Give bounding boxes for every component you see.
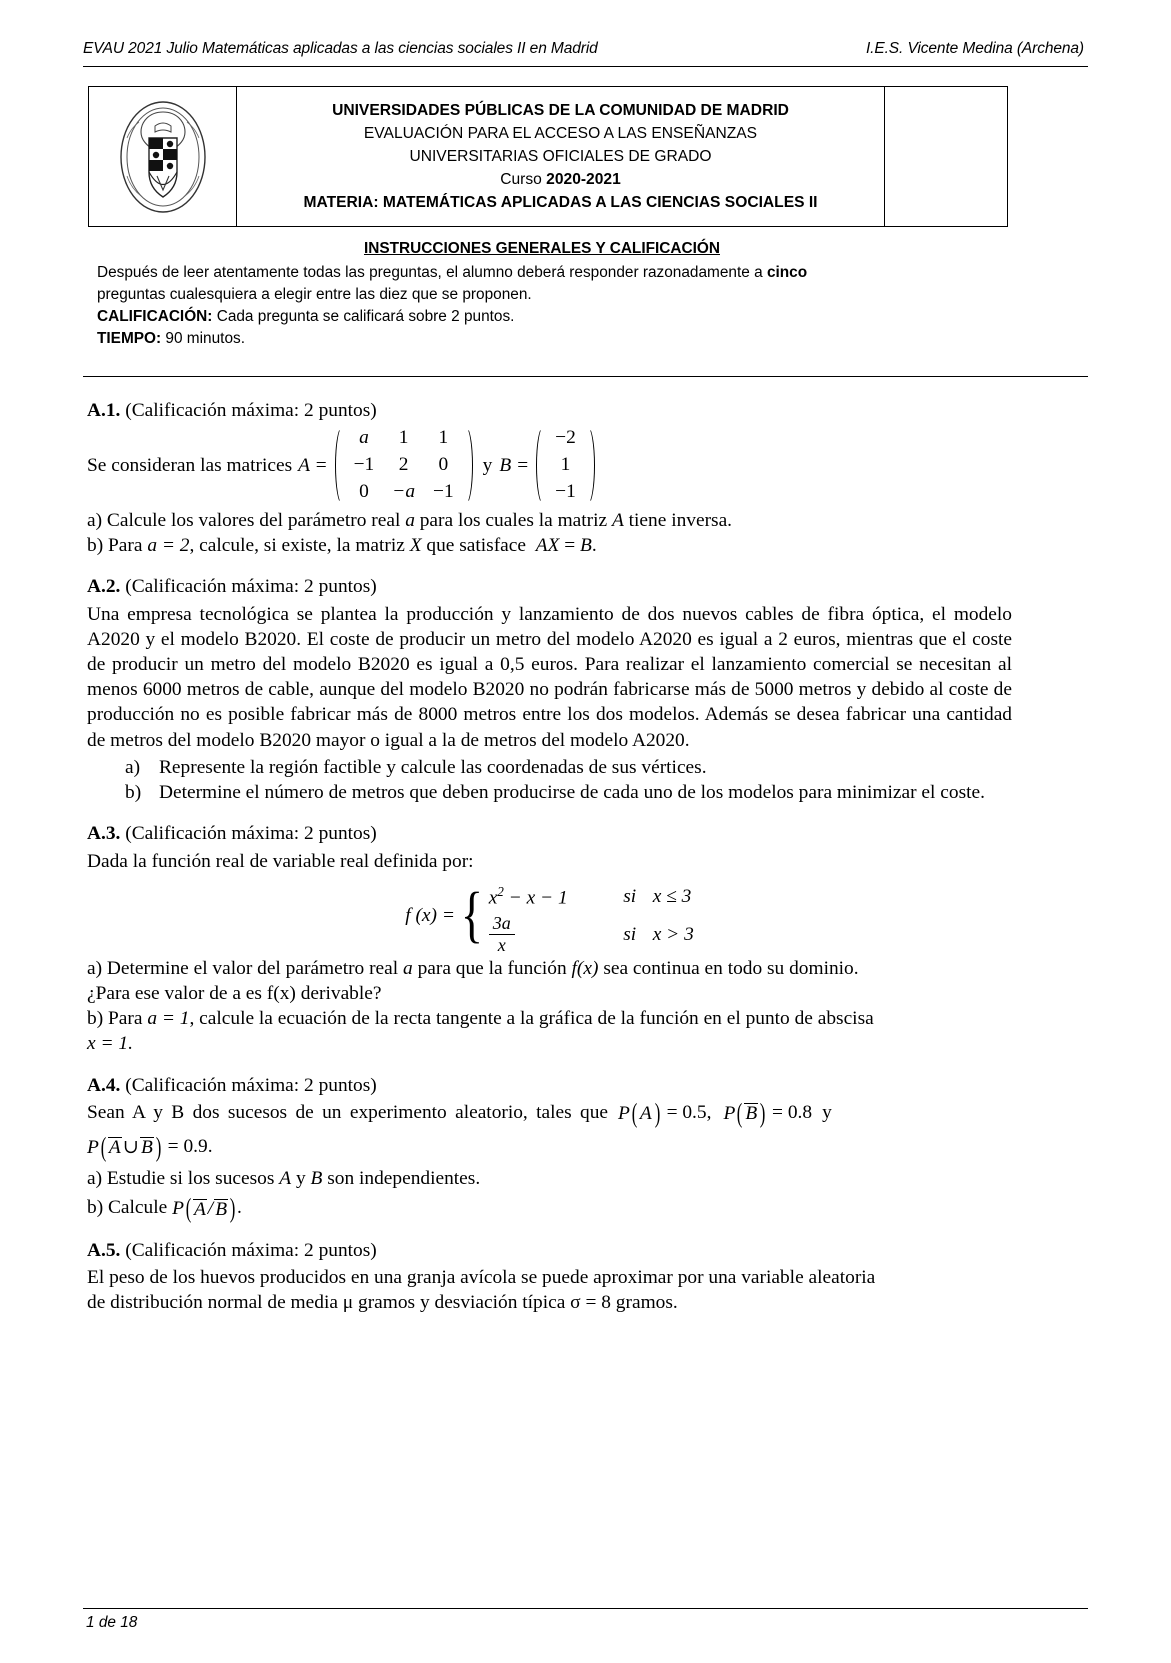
list-item [125,780,1012,805]
question-a4-id: A.4. [87,1074,121,1096]
a4-prob-a: P ( A ) = 0.5 [618,1097,707,1128]
a2-item-a-marker: a) [125,756,141,778]
calificacion-text: Cada pregunta se calificará sobre 2 puntos. [212,307,515,325]
paren-left [333,425,343,506]
a4-item-b-period: . [237,1197,242,1219]
question-a5-body-line2: de distribución normal de media μ gramos y desviación típica σ = 8 gramos. [87,1291,678,1313]
question-a4-points: (Calificación máxima: 2 puntos) [125,1074,377,1096]
question-a2-items [87,755,1012,805]
instructions-divider [83,376,1088,377]
a1-a-r0c2: 1 [438,427,449,449]
exam-box-blank-cell [885,87,1007,226]
a2-item-b-marker: b) [125,782,142,804]
a1-a-r2c1: −a [392,481,416,502]
a4-period: . [207,1135,213,1157]
exam-line-evaluacion: EVALUACIÓN PARA EL ACCESO A LAS ENSEÑANZAS [363,125,758,143]
spacer [87,1057,1012,1073]
a1-matrix-a [330,425,478,506]
table-row [546,425,585,452]
a3-branch2-si: si [623,924,637,946]
a1-a-r1c1: 2 [398,454,409,476]
a1-intro-text: Se consideran las matrices [87,454,293,476]
question-a3-intro: Dada la función real de variable real definida por: [87,850,474,872]
instructions-text-1: Después de leer atentamente todas las preguntas, el alumno deberá responder razonadamente a [97,263,767,281]
a1-a-r1c2: 0 [438,454,449,476]
page-number: 1 de 18 [86,1614,138,1631]
question-a2-points: (Calificación máxima: 2 puntos) [125,576,377,598]
tiempo-text: 90 minutos. [161,329,245,347]
question-a3-points: (Calificación máxima: 2 puntos) [125,823,377,845]
paren-left [534,425,544,506]
a3-branch2-expr [489,914,607,955]
question-a1-points: (Calificación máxima: 2 puntos) [125,400,377,421]
a1-a-r0c0: a [359,427,369,449]
a3-branches [489,878,694,954]
a4-prob-b: P ( B ) = 0.8 [723,1097,813,1128]
question-a4-item-a: a) Estudie si los sucesos A y B son independientes. [87,1168,481,1190]
a4-y: y [822,1102,832,1124]
a4-union-expr: P ( A ∪ B ) [87,1131,162,1162]
table-row [546,452,585,479]
exam-line-universitarias: UNIVERSITARIAS OFICIALES DE GRADO [409,148,712,166]
a3-piecewise-function [87,878,1012,954]
paren-right [465,425,475,506]
exam-line-materia: MATERIA: MATEMÁTICAS APLICADAS A LAS CIENCIAS SOCIALES II [303,193,818,211]
running-header-right: I.E.S. Vicente Medina (Archena) [865,40,1084,57]
table-row [345,425,463,452]
question-a2-body: Una empresa tecnológica se plantea la producción y lanzamiento de dos nuevos cables de fibra óptica, el modelo A2020 y el modelo B2020. El coste de producir un metro del modelo A2020 es igual a 2 euros, mientras que el coste de producir un metro del modelo B2020 es igual a 0,5 euros. Para realizar el lanzamiento comercial se necesitan al menos 6000 metros de cable, aunque del modelo B2020 no podrán fabricarse más de 5000 metros y debido al coste de producción no es posible fabricar más de 8000 metros entre los dos modelos. Además se desea fabricar una cantidad de metros del modelo B2020 mayor o igual a la de metros del modelo A2020. [87,603,1012,751]
question-a4 [87,1073,1012,1222]
a3-branch1-si: si [623,886,637,908]
question-a4-heading [87,1073,1012,1098]
a4-pa-expr: P ( A ) [618,1097,661,1128]
running-header [83,40,1088,58]
question-a5 [87,1238,1012,1316]
curso-value: 2020-2021 [546,170,621,188]
a1-a-r2c2: −1 [433,481,454,502]
question-a2 [87,574,1012,805]
a1-matrix-b [531,425,600,506]
question-a5-points: (Calificación máxima: 2 puntos) [125,1239,377,1261]
university-seal-icon [111,98,215,216]
instructions-paragraph-2: preguntas cualesquiera a elegir entre las diez que se proponen. [97,285,532,303]
a1-matrix-a-label: A = [298,454,328,476]
paren-right [587,425,597,506]
a1-matrix-a-table [345,425,463,506]
question-a3-item-b-line2: x = 1. [87,1033,133,1055]
question-a5-id: A.5. [87,1239,121,1261]
question-a1 [87,398,1012,558]
question-a2-heading [87,574,1012,599]
a3-branch2-cond: x > 3 [652,924,694,946]
a4-intro-text: Sean A y B dos sucesos de un experimento aleatorio, tales que [87,1102,609,1124]
a2-item-b-text: Determine el número de metros que deben producirse de cada uno de los modelos para minimizar el coste. [159,782,985,804]
a1-matrix-b-table [546,425,585,506]
question-a4-line-1 [87,1097,1012,1128]
instructions-calificacion [97,306,987,328]
question-a2-id: A.2. [87,576,121,598]
a3-fraction [489,914,515,955]
question-a3-item-b-line1: b) Para a = 1, calcule la ecuación de la recta tangente a la gráfica de la función en el punto de abscisa [87,1008,874,1030]
table-row [345,452,463,479]
footer-divider [83,1608,1088,1609]
spacer [87,558,1012,574]
question-a1-item-b: b) Para a = 2, calcule, si existe, la matriz X que satisface AX = B. [87,535,597,557]
instructions-block [97,238,987,349]
a1-matrix-b-label: B = [499,454,530,476]
table-row [546,479,585,506]
a4-pb-expr: P ( B ) [723,1097,766,1128]
question-a5-body-line1: El peso de los huevos producidos en una granja avícola se puede aproximar por una variable aleatoria [87,1266,876,1288]
a1-a-r1c0: −1 [353,454,375,476]
instructions-cinco: cinco [766,263,808,281]
a1-b-r1: 1 [560,454,571,476]
question-a1-matrices [87,425,1012,506]
running-header-left: EVAU 2021 Julio Matemáticas aplicadas a las ciencias sociales II en Madrid [83,40,598,57]
a3-branch1-cond: x ≤ 3 [652,886,692,908]
a3-frac-numerator: 3a [492,913,511,934]
a3-function-label: f (x) = [405,905,455,927]
spacer [87,805,1012,821]
official-exam-header-box [88,86,1008,227]
question-a4-line-2: P ( A ∪ B ) = 0.9. [87,1131,213,1162]
a3-frac-denominator: x [497,935,506,956]
instructions-paragraph [97,262,987,284]
question-a1-id: A.1. [87,400,121,421]
a1-a-r2c0: 0 [359,481,369,502]
a3-branch1-expr: $x^2 - x - 1$ [488,883,568,909]
a1-a-r0c1: 1 [398,427,409,449]
curso-label: Curso [500,170,547,188]
a2-item-a-text: Represente la región factible y calcule las coordenadas de sus vértices. [159,756,707,778]
tiempo-label: TIEMPO: [97,329,162,347]
a3-brace: { [460,881,483,950]
instructions-tiempo [97,328,987,350]
question-a3-id: A.3. [87,823,121,845]
list-item [125,755,1012,780]
exam-title-cell [237,87,885,226]
a1-b-r2: −1 [555,481,576,502]
a3-branch-1 [489,878,694,916]
question-a3 [87,821,1012,1056]
spacer [87,1222,1012,1238]
questions-content [87,398,1012,1315]
question-a1-heading [87,398,1012,423]
question-a4-item-b [87,1193,1012,1224]
logo-cell [89,87,237,226]
exam-line-curso [500,169,621,192]
calificacion-label: CALIFICACIÓN: [97,307,213,325]
question-a3-heading [87,821,1012,846]
a1-conjunction: y [482,454,493,476]
a4-item-b-prefix: b) Calcule [87,1197,173,1219]
question-a3-item-a-line1: a) Determine el valor del parámetro real a para que la función f(x) sea continua en todo su dominio. [87,957,859,979]
question-a1-item-a: a) Calcule los valores del parámetro real a para los cuales la matriz A tiene inversa. [87,509,733,531]
question-a5-heading [87,1238,1012,1263]
header-divider [83,66,1088,67]
question-a3-item-a-line2: ¿Para ese valor de a es f(x) derivable? [87,982,382,1004]
a3-branch-2 [489,913,694,956]
instructions-title: INSTRUCCIONES GENERALES Y CALIFICACIÓN [363,240,720,257]
table-row [345,479,463,506]
a1-b-r0: −2 [555,427,576,449]
a4-comma: , [706,1102,712,1124]
exam-line-universidades: UNIVERSIDADES PÚBLICAS DE LA COMUNIDAD DE MADRID [332,102,789,120]
a4-cond-expr: P ( A / B ) [172,1193,236,1224]
